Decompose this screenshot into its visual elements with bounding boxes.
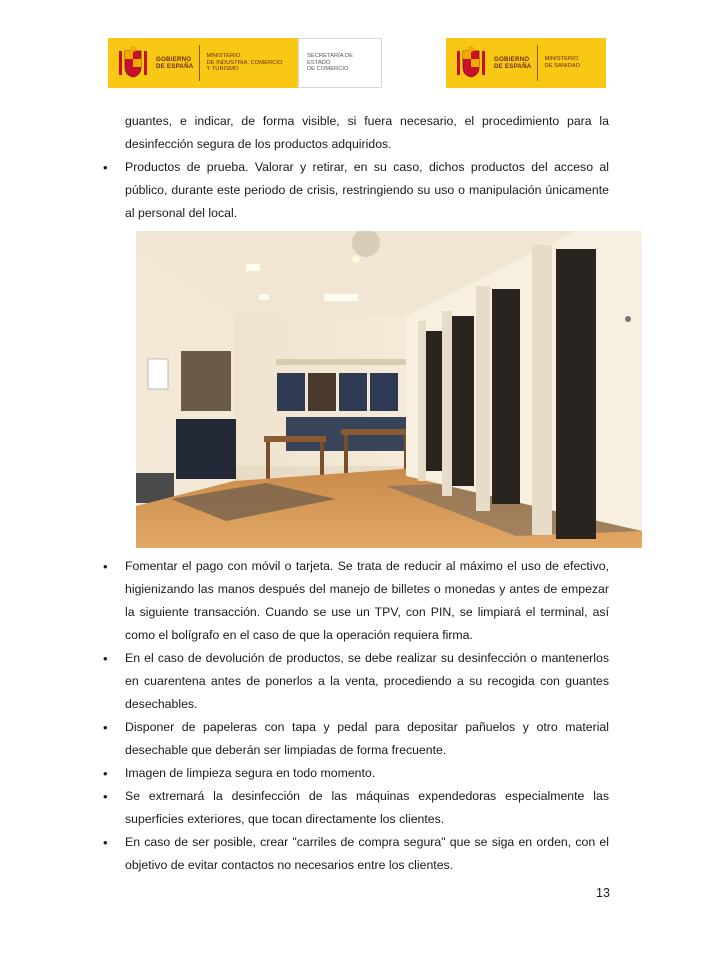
bullet-list xyxy=(125,555,609,877)
crest-line2: DE ESPAÑA xyxy=(156,63,194,70)
list-item: • Disponer de papeleras con tapa y pedal para depositar pañuelos y otro material desechable que deberán ser limpiadas de forma frecuente. xyxy=(125,716,609,762)
crest-text xyxy=(494,56,531,70)
coat-of-arms-icon xyxy=(116,45,150,81)
logo-yellow-panel xyxy=(446,38,606,88)
page-number: 13 xyxy=(596,886,610,900)
ministry-text xyxy=(206,53,288,73)
bullet-productos-prueba: • Productos de prueba. Valorar y retirar, en su caso, dichos productos del acceso al público, durante este periodo de crisis, restringiendo su uso o manipulación únicamente al personal del local. xyxy=(125,156,609,225)
store-fitting-rooms-photo xyxy=(136,231,642,548)
list-item: • Imagen de limpieza segura en todo momento. xyxy=(125,762,609,785)
list-item: • En caso de ser posible, crear "carriles de compra segura" que se siga en orden, con el objetivo de evitar contactos no necesarios entre los clientes. xyxy=(125,831,609,877)
top-text-block xyxy=(125,110,609,225)
list-item: • Fomentar el pago con móvil o tarjeta. Se trata de reducir al máximo el uso de efectivo, higienizando las manos después del manejo de billetes o monedas y antes de empezar la siguiente transacción. Cuando se use un TPV, con PIN, se limpiará el terminal, así como el bolígrafo en el caso de que la operación requiera firma. xyxy=(125,555,609,647)
ministry-text xyxy=(544,56,585,70)
ministry-line: MINISTERIO xyxy=(544,56,579,63)
crest-line2: DE ESPAÑA xyxy=(494,63,532,70)
logo-secretaria-panel xyxy=(298,38,382,88)
crest-line1: GOBIERNO xyxy=(494,56,530,63)
crest-line1: GOBIERNO xyxy=(156,56,192,63)
logo-gobierno-industria xyxy=(108,38,382,88)
logo-gobierno-sanidad xyxy=(446,38,606,88)
ministry-line: Y TURISMO xyxy=(206,66,239,73)
continuation-paragraph: guantes, e indicar, de forma visible, si fuera necesario, el procedimiento para la desinfección segura de los productos adquiridos. xyxy=(125,114,609,151)
coat-of-arms-icon xyxy=(454,45,488,81)
secretary-text xyxy=(299,53,381,73)
secretary-line: DE COMERCIO xyxy=(307,66,349,73)
logo-separator xyxy=(537,45,538,81)
secretary-line: SECRETARÍA DE ESTADO xyxy=(307,52,353,66)
crest-text xyxy=(156,56,193,70)
ministry-line: DE SANIDAD xyxy=(544,63,580,69)
list-item: • En el caso de devolución de productos, se debe realizar su desinfección o mantenerlos en cuarentena antes de ponerlos a la venta, procediendo a su recogida con guantes desechables. xyxy=(125,647,609,716)
logo-yellow-panel xyxy=(108,38,298,88)
logo-separator xyxy=(199,45,200,81)
list-item: • Se extremará la desinfección de las máquinas expendedoras especialmente las superficies exteriores, que tocan directamente los clientes. xyxy=(125,785,609,831)
ministry-line: DE INDUSTRIA, COMERCIO xyxy=(206,59,283,66)
ministry-line: MINISTERIO xyxy=(206,52,241,59)
